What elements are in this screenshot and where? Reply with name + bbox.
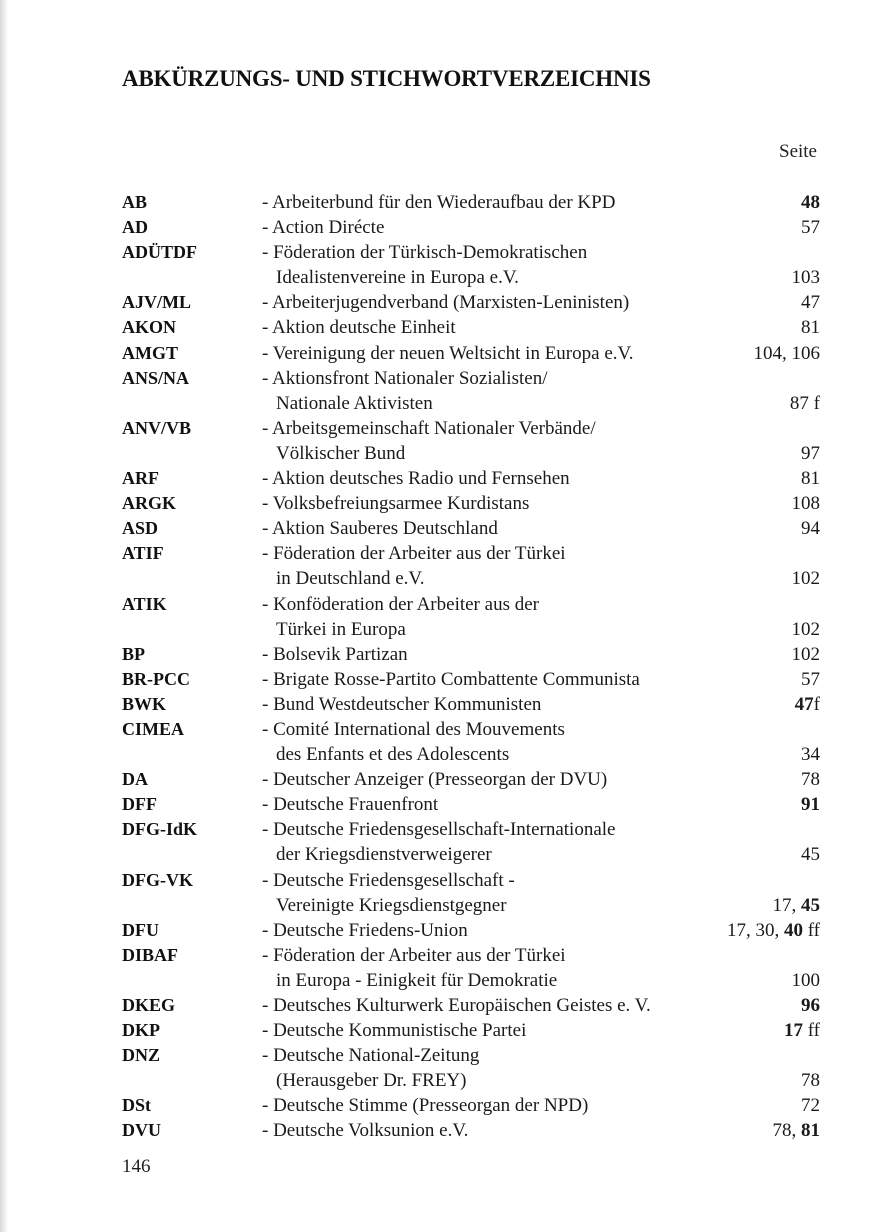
entry-abbreviation: BP	[122, 643, 146, 664]
page-ref: 17, 30,	[726, 919, 784, 941]
page-number: 146	[122, 1156, 151, 1177]
entry-description: - Comité International des Mouvements	[262, 718, 565, 740]
page-ref: 103	[791, 267, 820, 289]
entry-page-refs	[792, 617, 821, 642]
entry-page-refs	[801, 466, 820, 491]
index-entry	[122, 1093, 820, 1118]
page-ref: 57	[801, 668, 820, 690]
entry-page-refs	[801, 215, 820, 240]
entry-line	[122, 968, 820, 993]
entry-description: - Konföderation der Arbeiter aus der	[262, 593, 539, 615]
index-entry	[122, 240, 820, 290]
index-entry	[122, 466, 820, 491]
page-ref: 81	[801, 317, 820, 339]
entry-line	[122, 566, 820, 591]
entry-description: - Aktion Sauberes Deutschland	[262, 518, 498, 540]
index-entry	[122, 767, 820, 792]
entry-page-refs	[801, 842, 820, 867]
entry-line	[122, 491, 820, 516]
entry-description: Türkei in Europa	[276, 618, 406, 640]
entry-page-refs	[792, 566, 821, 591]
entry-abbreviation: AKON	[122, 317, 176, 338]
entry-description: Vereinigte Kriegsdienstgegner	[276, 894, 507, 916]
entry-abbreviation: ANV/VB	[122, 417, 192, 438]
page-ref: 104, 106	[753, 342, 820, 364]
entry-page-refs	[792, 265, 821, 290]
entry-description: - Deutsche National-Zeitung	[262, 1045, 480, 1067]
entry-line	[122, 1043, 820, 1068]
entry-abbreviation: AB	[122, 192, 148, 212]
entry-description: - Deutsche Frauenfront	[262, 794, 439, 816]
entry-description: - Föderation der Arbeiter aus der Türkei	[262, 543, 566, 565]
entry-abbreviation: ARGK	[122, 493, 176, 514]
abbreviation-list	[122, 190, 820, 1144]
entry-abbreviation: ATIK	[122, 593, 167, 614]
entry-page-refs	[773, 1118, 821, 1143]
entry-line	[122, 391, 820, 416]
entry-description: - Deutsche Volksunion e.V.	[262, 1120, 469, 1142]
page-ref: 100	[791, 969, 820, 991]
entry-description: des Enfants et des Adolescents	[276, 744, 510, 766]
entry-description: - Brigate Rosse-Partito Combattente Communista	[262, 668, 640, 690]
page-ref: 34	[801, 744, 820, 766]
page-ref: ff	[802, 919, 820, 941]
entry-abbreviation: DKP	[122, 1020, 160, 1041]
index-entry	[122, 918, 820, 943]
entry-line	[122, 541, 820, 566]
index-entry	[122, 943, 820, 993]
entry-abbreviation: ARF	[122, 468, 159, 489]
entry-abbreviation: AMGT	[122, 342, 178, 363]
entry-line	[122, 265, 820, 290]
page-ref: 78,	[772, 1120, 801, 1142]
entry-abbreviation: DKEG	[122, 995, 176, 1015]
page-edge-shadow	[0, 0, 8, 1232]
entry-abbreviation: ADÜTDF	[122, 242, 197, 263]
index-entry	[122, 717, 820, 767]
index-entry	[122, 315, 820, 340]
entry-abbreviation: BWK	[122, 693, 167, 714]
entry-page-refs	[792, 491, 821, 516]
entry-page-refs	[801, 767, 820, 792]
entry-description: - Deutsche Kommunistische Partei	[262, 1020, 527, 1042]
entry-abbreviation: AJV/ML	[122, 292, 191, 313]
entry-page-refs	[773, 893, 821, 918]
index-entry	[122, 1043, 820, 1093]
entry-abbreviation: BR-PCC	[122, 668, 190, 689]
index-entry	[122, 190, 820, 215]
entry-line	[122, 240, 820, 265]
page-ref: 47	[801, 292, 820, 314]
entry-abbreviation: AD	[122, 217, 148, 238]
entry-description: in Deutschland e.V.	[276, 568, 425, 590]
entry-page-refs	[727, 918, 820, 943]
index-entry	[122, 817, 820, 867]
entry-description: Nationale Aktivisten	[276, 392, 433, 414]
entry-abbreviation: DFF	[122, 794, 157, 815]
index-entry	[122, 667, 820, 692]
entry-abbreviation: DIBAF	[122, 944, 179, 965]
entry-description: - Deutsche Friedensgesellschaft-Internationale	[262, 819, 616, 841]
entry-line	[122, 767, 820, 792]
entry-line	[122, 416, 820, 441]
entry-page-refs	[801, 792, 820, 817]
page-ref: f	[813, 693, 820, 715]
entry-description: - Föderation der Arbeiter aus der Türkei	[262, 944, 566, 966]
entry-page-refs	[792, 642, 821, 667]
entry-description: - Aktionsfront Nationaler Sozialisten/	[262, 367, 548, 389]
page-ref-bold: 45	[801, 894, 820, 916]
entry-line	[122, 918, 820, 943]
entry-line	[122, 742, 820, 767]
entry-line	[122, 592, 820, 617]
entry-page-refs	[801, 667, 820, 692]
entry-description: (Herausgeber Dr. FREY)	[276, 1070, 467, 1092]
index-entry	[122, 416, 820, 466]
entry-description: - Arbeitsgemeinschaft Nationaler Verbände/	[262, 417, 596, 439]
page-ref: 102	[791, 568, 820, 590]
entry-description: - Vereinigung der neuen Weltsicht in Europa e.V.	[262, 342, 634, 364]
entry-abbreviation: CIMEA	[122, 718, 184, 739]
entry-line	[122, 692, 820, 717]
entry-line	[122, 1118, 820, 1143]
index-entry	[122, 1018, 820, 1043]
page-ref-bold: 17	[783, 1020, 803, 1042]
entry-line	[122, 868, 820, 893]
entry-description: in Europa - Einigkeit für Demokratie	[276, 969, 558, 991]
index-entry	[122, 993, 820, 1018]
page-ref-bold: 40	[783, 919, 803, 941]
page-ref: 102	[791, 618, 820, 640]
entry-line	[122, 516, 820, 541]
entry-page-refs	[801, 1068, 820, 1093]
page-ref-bold: 91	[801, 794, 820, 816]
entry-abbreviation: DA	[122, 769, 148, 790]
entry-abbreviation: DFU	[122, 919, 159, 940]
page-ref: 78	[801, 1070, 820, 1092]
page-ref: ff	[802, 1020, 820, 1042]
entry-line	[122, 466, 820, 491]
entry-line	[122, 642, 820, 667]
index-entry	[122, 541, 820, 591]
index-entry	[122, 692, 820, 717]
page-column-header: Seite	[779, 141, 817, 162]
entry-description: - Volksbefreiungsarmee Kurdistans	[262, 493, 530, 515]
entry-line	[122, 893, 820, 918]
entry-line	[122, 943, 820, 968]
entry-page-refs	[790, 391, 820, 416]
entry-abbreviation: DVU	[122, 1120, 161, 1141]
page-ref: 72	[801, 1095, 820, 1117]
index-entry	[122, 491, 820, 516]
page-ref-bold: 48	[801, 192, 820, 213]
page-ref-bold: 81	[801, 1120, 820, 1142]
entry-line	[122, 190, 820, 215]
index-entry	[122, 868, 820, 918]
index-entry	[122, 642, 820, 667]
entry-page-refs	[801, 993, 820, 1018]
entry-abbreviation: DNZ	[122, 1045, 161, 1066]
entry-description: - Aktion deutsche Einheit	[262, 317, 456, 339]
entry-description: - Bolsevik Partizan	[262, 643, 408, 665]
entry-description: - Action Dirécte	[262, 217, 385, 239]
entry-page-refs	[801, 441, 820, 466]
entry-line	[122, 1093, 820, 1118]
entry-line	[122, 817, 820, 842]
entry-abbreviation: ATIF	[122, 543, 164, 564]
entry-abbreviation: ANS/NA	[122, 367, 190, 388]
index-entry	[122, 1118, 820, 1143]
index-entry	[122, 592, 820, 642]
entry-line	[122, 215, 820, 240]
entry-line	[122, 617, 820, 642]
page-title: ABKÜRZUNGS- UND STICHWORTVERZEICHNIS	[122, 66, 651, 91]
entry-description: - Deutsche Friedens-Union	[262, 919, 468, 941]
entry-line	[122, 842, 820, 867]
page-ref: 94	[801, 518, 820, 540]
page-ref: 108	[791, 493, 820, 515]
entry-page-refs	[784, 1018, 820, 1043]
index-entry	[122, 366, 820, 416]
entry-page-refs	[801, 516, 820, 541]
index-entry	[122, 341, 820, 366]
entry-page-refs	[795, 692, 820, 717]
entry-page-refs	[801, 190, 820, 215]
entry-line	[122, 315, 820, 340]
entry-page-refs	[754, 341, 821, 366]
entry-page-refs	[801, 1093, 820, 1118]
entry-description: - Arbeiterjugendverband (Marxisten-Leninisten)	[262, 292, 630, 314]
entry-description: - Deutsche Stimme (Presseorgan der NPD)	[262, 1095, 589, 1117]
entry-line	[122, 366, 820, 391]
entry-description: Völkischer Bund	[276, 442, 406, 464]
page-ref-bold: 47	[794, 693, 814, 715]
entry-description: - Deutscher Anzeiger (Presseorgan der DVU)	[262, 769, 608, 791]
entry-line	[122, 341, 820, 366]
entry-line	[122, 792, 820, 817]
entry-line	[122, 993, 820, 1018]
entry-page-refs	[801, 315, 820, 340]
page-ref: 87 f	[789, 392, 820, 414]
page-ref: 102	[791, 643, 820, 665]
entry-description: - Aktion deutsches Radio und Fernsehen	[262, 468, 570, 490]
entry-page-refs	[801, 742, 820, 767]
entry-description: - Deutsches Kulturwerk Europäischen Geistes e. V.	[262, 995, 651, 1016]
page-ref-bold: 96	[801, 995, 820, 1016]
entry-abbreviation: DFG-VK	[122, 869, 193, 890]
index-entry	[122, 516, 820, 541]
entry-description: - Arbeiterbund für den Wiederaufbau der KPD	[262, 192, 616, 213]
page-ref: 45	[801, 844, 820, 866]
page-ref: 57	[801, 217, 820, 239]
entry-line	[122, 441, 820, 466]
entry-description: - Deutsche Friedensgesellschaft -	[262, 869, 515, 891]
entry-abbreviation: DSt	[122, 1095, 152, 1116]
entry-line	[122, 717, 820, 742]
index-entry	[122, 215, 820, 240]
entry-description: Idealistenvereine in Europa e.V.	[276, 267, 519, 289]
entry-abbreviation: DFG-IdK	[122, 819, 198, 840]
page-ref: 97	[801, 442, 820, 464]
entry-description: - Föderation der Türkisch-Demokratischen	[262, 242, 588, 264]
page-ref: 78	[801, 769, 820, 791]
entry-line	[122, 290, 820, 315]
entry-line	[122, 667, 820, 692]
entry-line	[122, 1018, 820, 1043]
index-entry	[122, 792, 820, 817]
page-ref: 17,	[772, 894, 801, 916]
entry-abbreviation: ASD	[122, 518, 159, 539]
page-ref: 81	[801, 468, 820, 490]
entry-page-refs	[801, 290, 820, 315]
index-entry	[122, 290, 820, 315]
entry-page-refs	[792, 968, 821, 993]
entry-description: der Kriegsdienstverweigerer	[276, 844, 492, 866]
entry-line	[122, 1068, 820, 1093]
entry-description: - Bund Westdeutscher Kommunisten	[262, 693, 542, 715]
